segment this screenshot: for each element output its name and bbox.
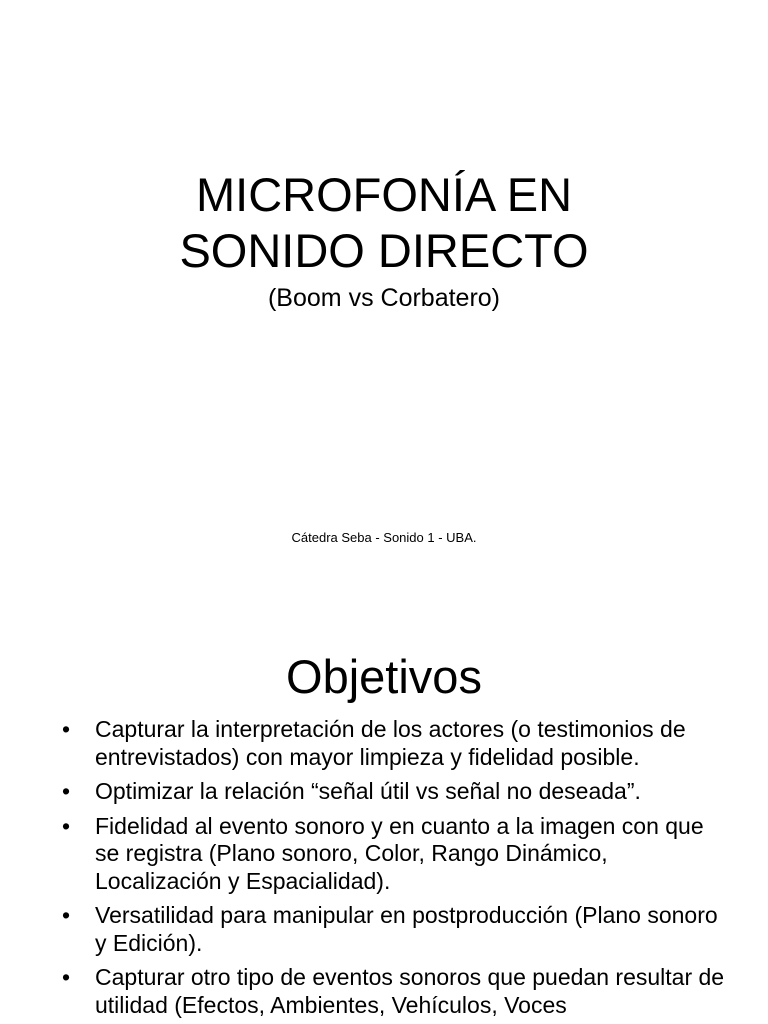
objectives-slide [0, 630, 768, 1024]
bullet-icon: • [62, 778, 71, 804]
title-line-2: SONIDO DIRECTO [179, 224, 589, 277]
bullet-text: Capturar otro tipo de eventos sonoros que puedan resultar de utilidad (Efectos, Ambientes, Vehículos, Voces [95, 964, 725, 1018]
bullet-text: Versatilidad para manipular en postproducción (Plano sonoro y Edición). [95, 902, 718, 956]
bullet-icon: • [62, 902, 71, 928]
credit-line: Cátedra Seba - Sonido 1 - UBA. [291, 530, 477, 545]
list-item [0, 813, 768, 896]
bullet-icon: • [62, 716, 71, 742]
list-item [0, 716, 768, 771]
bullet-text: Fidelidad al evento sonoro y en cuanto a la imagen con que se registra (Plano sonoro, Color, Rango Dinámico, Localización y Espacialidad). [95, 812, 704, 894]
bullet-icon: • [62, 812, 71, 839]
bullet-icon: • [62, 964, 71, 990]
list-item [0, 964, 768, 1019]
objectives-heading: Objetivos [286, 650, 482, 703]
bullet-text: Optimizar la relación “señal útil vs señal no deseada”. [95, 778, 641, 804]
list-item [0, 902, 768, 957]
subtitle: (Boom vs Corbatero) [267, 284, 501, 312]
title-line-1: MICROFONÍA EN [195, 168, 573, 221]
list-item [0, 778, 768, 806]
objectives-list [0, 716, 768, 1024]
bullet-text: Capturar la interpretación de los actores (o testimonios de entrevistados) con mayor limpieza y fidelidad posible. [95, 716, 686, 770]
